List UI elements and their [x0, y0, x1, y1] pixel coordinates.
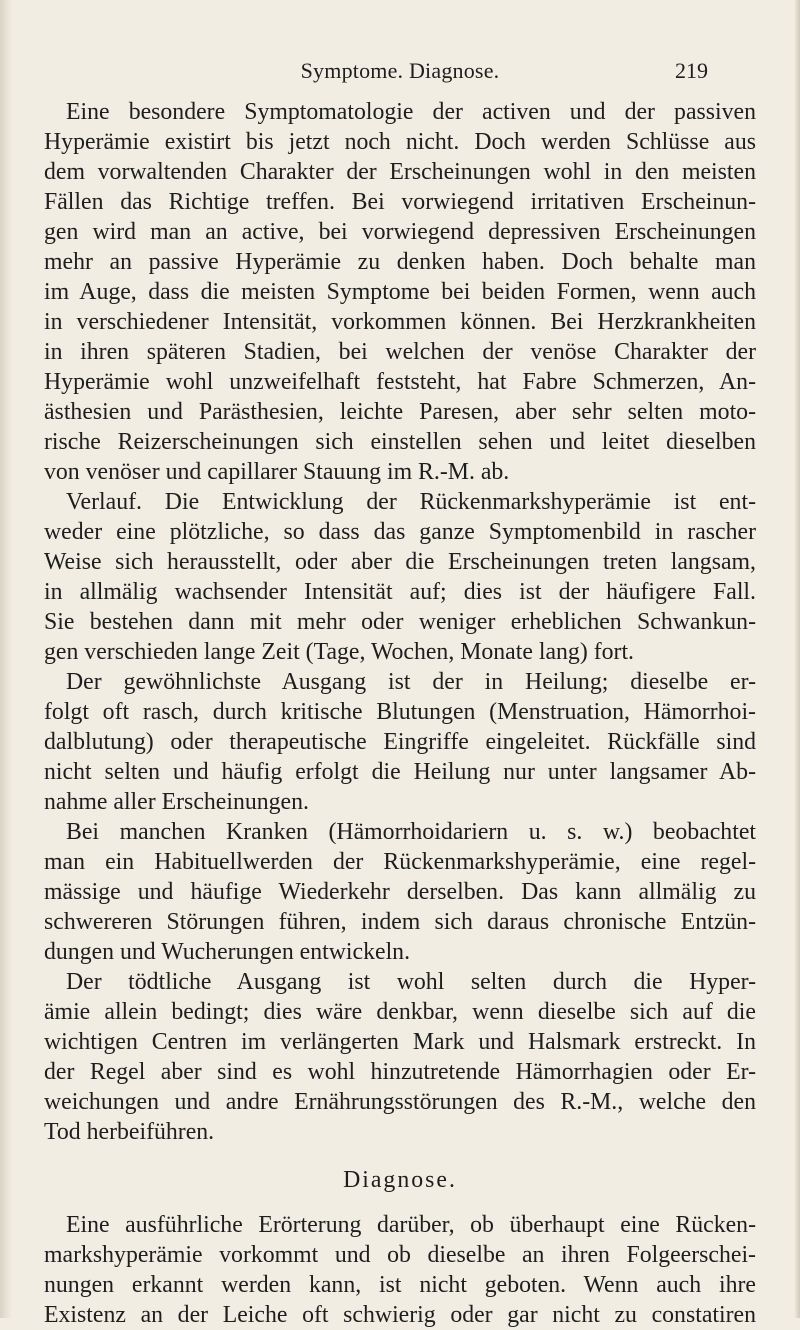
page-number: 219 — [675, 58, 708, 83]
text-line: gen verschieden lange Zeit (Tage, Wochen, Monate lang) fort. — [44, 639, 635, 665]
text-line: nicht selten und häufig erfolgt die Heilung nur unter langsamer Ab- — [44, 759, 756, 785]
text-line: in ihren späteren Stadien, bei welchen der venöse Charakter der — [44, 339, 756, 365]
text-line: markshyperämie vorkommt und ob dieselbe an ihren Folgeerschei- — [44, 1242, 756, 1268]
text-line: folgt oft rasch, durch kritische Blutungen (Menstruation, Hämorrhoi- — [44, 699, 756, 725]
text-line: wichtigen Centren im verlängerten Mark und Halsmark erstreckt. In — [44, 1029, 756, 1055]
text-line: gen wird man an active, bei vorwiegend depressiven Erscheinungen — [44, 219, 756, 245]
text-line: dem vorwaltenden Charakter der Erscheinungen wohl in den meisten — [44, 159, 756, 185]
text-line: der Regel aber sind es wohl hinzutretende Hämorrhagien oder Er- — [44, 1059, 756, 1085]
text-line: Verlauf. Die Entwicklung der Rückenmarkshyperämie ist ent- — [66, 489, 756, 515]
running-title: Symptome. Diagnose. — [300, 58, 500, 83]
text-line: Eine ausführliche Erörterung darüber, ob überhaupt eine Rücken- — [66, 1212, 756, 1238]
text-line: Hyperämie wohl unzweifelhaft feststeht, hat Fabre Schmerzen, An- — [44, 369, 756, 395]
text-line: weichungen und andre Ernährungsstörungen des R.-M., welche den — [44, 1089, 756, 1115]
text-line: Bei manchen Kranken (Hämorrhoidariern u. s. w.) beobachtet — [66, 819, 756, 845]
text-line: ästhesien und Parästhesien, leichte Paresen, aber sehr selten moto- — [44, 399, 756, 425]
text-line: mässige und häufige Wiederkehr derselben. Das kann allmälig zu — [44, 879, 756, 905]
text-line: von venöser und capillarer Stauung im R.-M. ab. — [44, 459, 510, 485]
text-line: in allmälig wachsender Intensität auf; dies ist der häufigere Fall. — [44, 579, 756, 605]
text-line: Eine besondere Symptomatologie der activen und der passiven — [66, 99, 756, 125]
text-line: nahme aller Erscheinungen. — [44, 789, 309, 815]
section-heading: Diagnose. — [343, 1167, 457, 1193]
page-right-shadow — [794, 0, 800, 1318]
text-line: dalblutung) oder therapeutische Eingriffe eingeleitet. Rückfälle sind — [44, 729, 756, 755]
text-line: man ein Habituellwerden der Rückenmarkshyperämie, eine regel- — [44, 849, 756, 875]
text-line: Existenz an der Leiche oft schwierig oder gar nicht zu constatiren — [44, 1302, 756, 1328]
text-line: Der gewöhnlichste Ausgang ist der in Heilung; dieselbe er- — [66, 669, 756, 695]
text-line: weder eine plötzliche, so dass das ganze Symptomenbild in rascher — [44, 519, 756, 545]
running-head — [0, 58, 800, 98]
text-line: Tod herbeiführen. — [44, 1119, 215, 1145]
text-line: nungen erkannt werden kann, ist nicht geboten. Wenn auch ihre — [44, 1272, 756, 1298]
page-left-shadow — [0, 0, 12, 1318]
text-line: in verschiedener Intensität, vorkommen können. Bei Herzkrankheiten — [44, 309, 756, 335]
text-line: ämie allein bedingt; dies wäre denkbar, wenn dieselbe sich auf die — [44, 999, 756, 1025]
text-line: Sie bestehen dann mit mehr oder weniger erheblichen Schwankun- — [44, 609, 756, 635]
text-line: Weise sich herausstellt, oder aber die Erscheinungen treten langsam, — [44, 549, 756, 575]
text-line: Hyperämie existirt bis jetzt noch nicht. Doch werden Schlüsse aus — [44, 129, 756, 155]
text-line: im Auge, dass die meisten Symptome bei beiden Formen, wenn auch — [44, 279, 756, 305]
text-line: dungen und Wucherungen entwickeln. — [44, 939, 411, 965]
text-line: Fällen das Richtige treffen. Bei vorwiegend irritativen Erscheinun- — [44, 189, 756, 215]
text-line: Der tödtliche Ausgang ist wohl selten durch die Hyper- — [66, 969, 756, 995]
text-line: rische Reizerscheinungen sich einstellen sehen und leitet dieselben — [44, 429, 756, 455]
text-line: schwereren Störungen führen, indem sich daraus chronische Entzün- — [44, 909, 756, 935]
text-line: mehr an passive Hyperämie zu denken haben. Doch behalte man — [44, 249, 756, 275]
